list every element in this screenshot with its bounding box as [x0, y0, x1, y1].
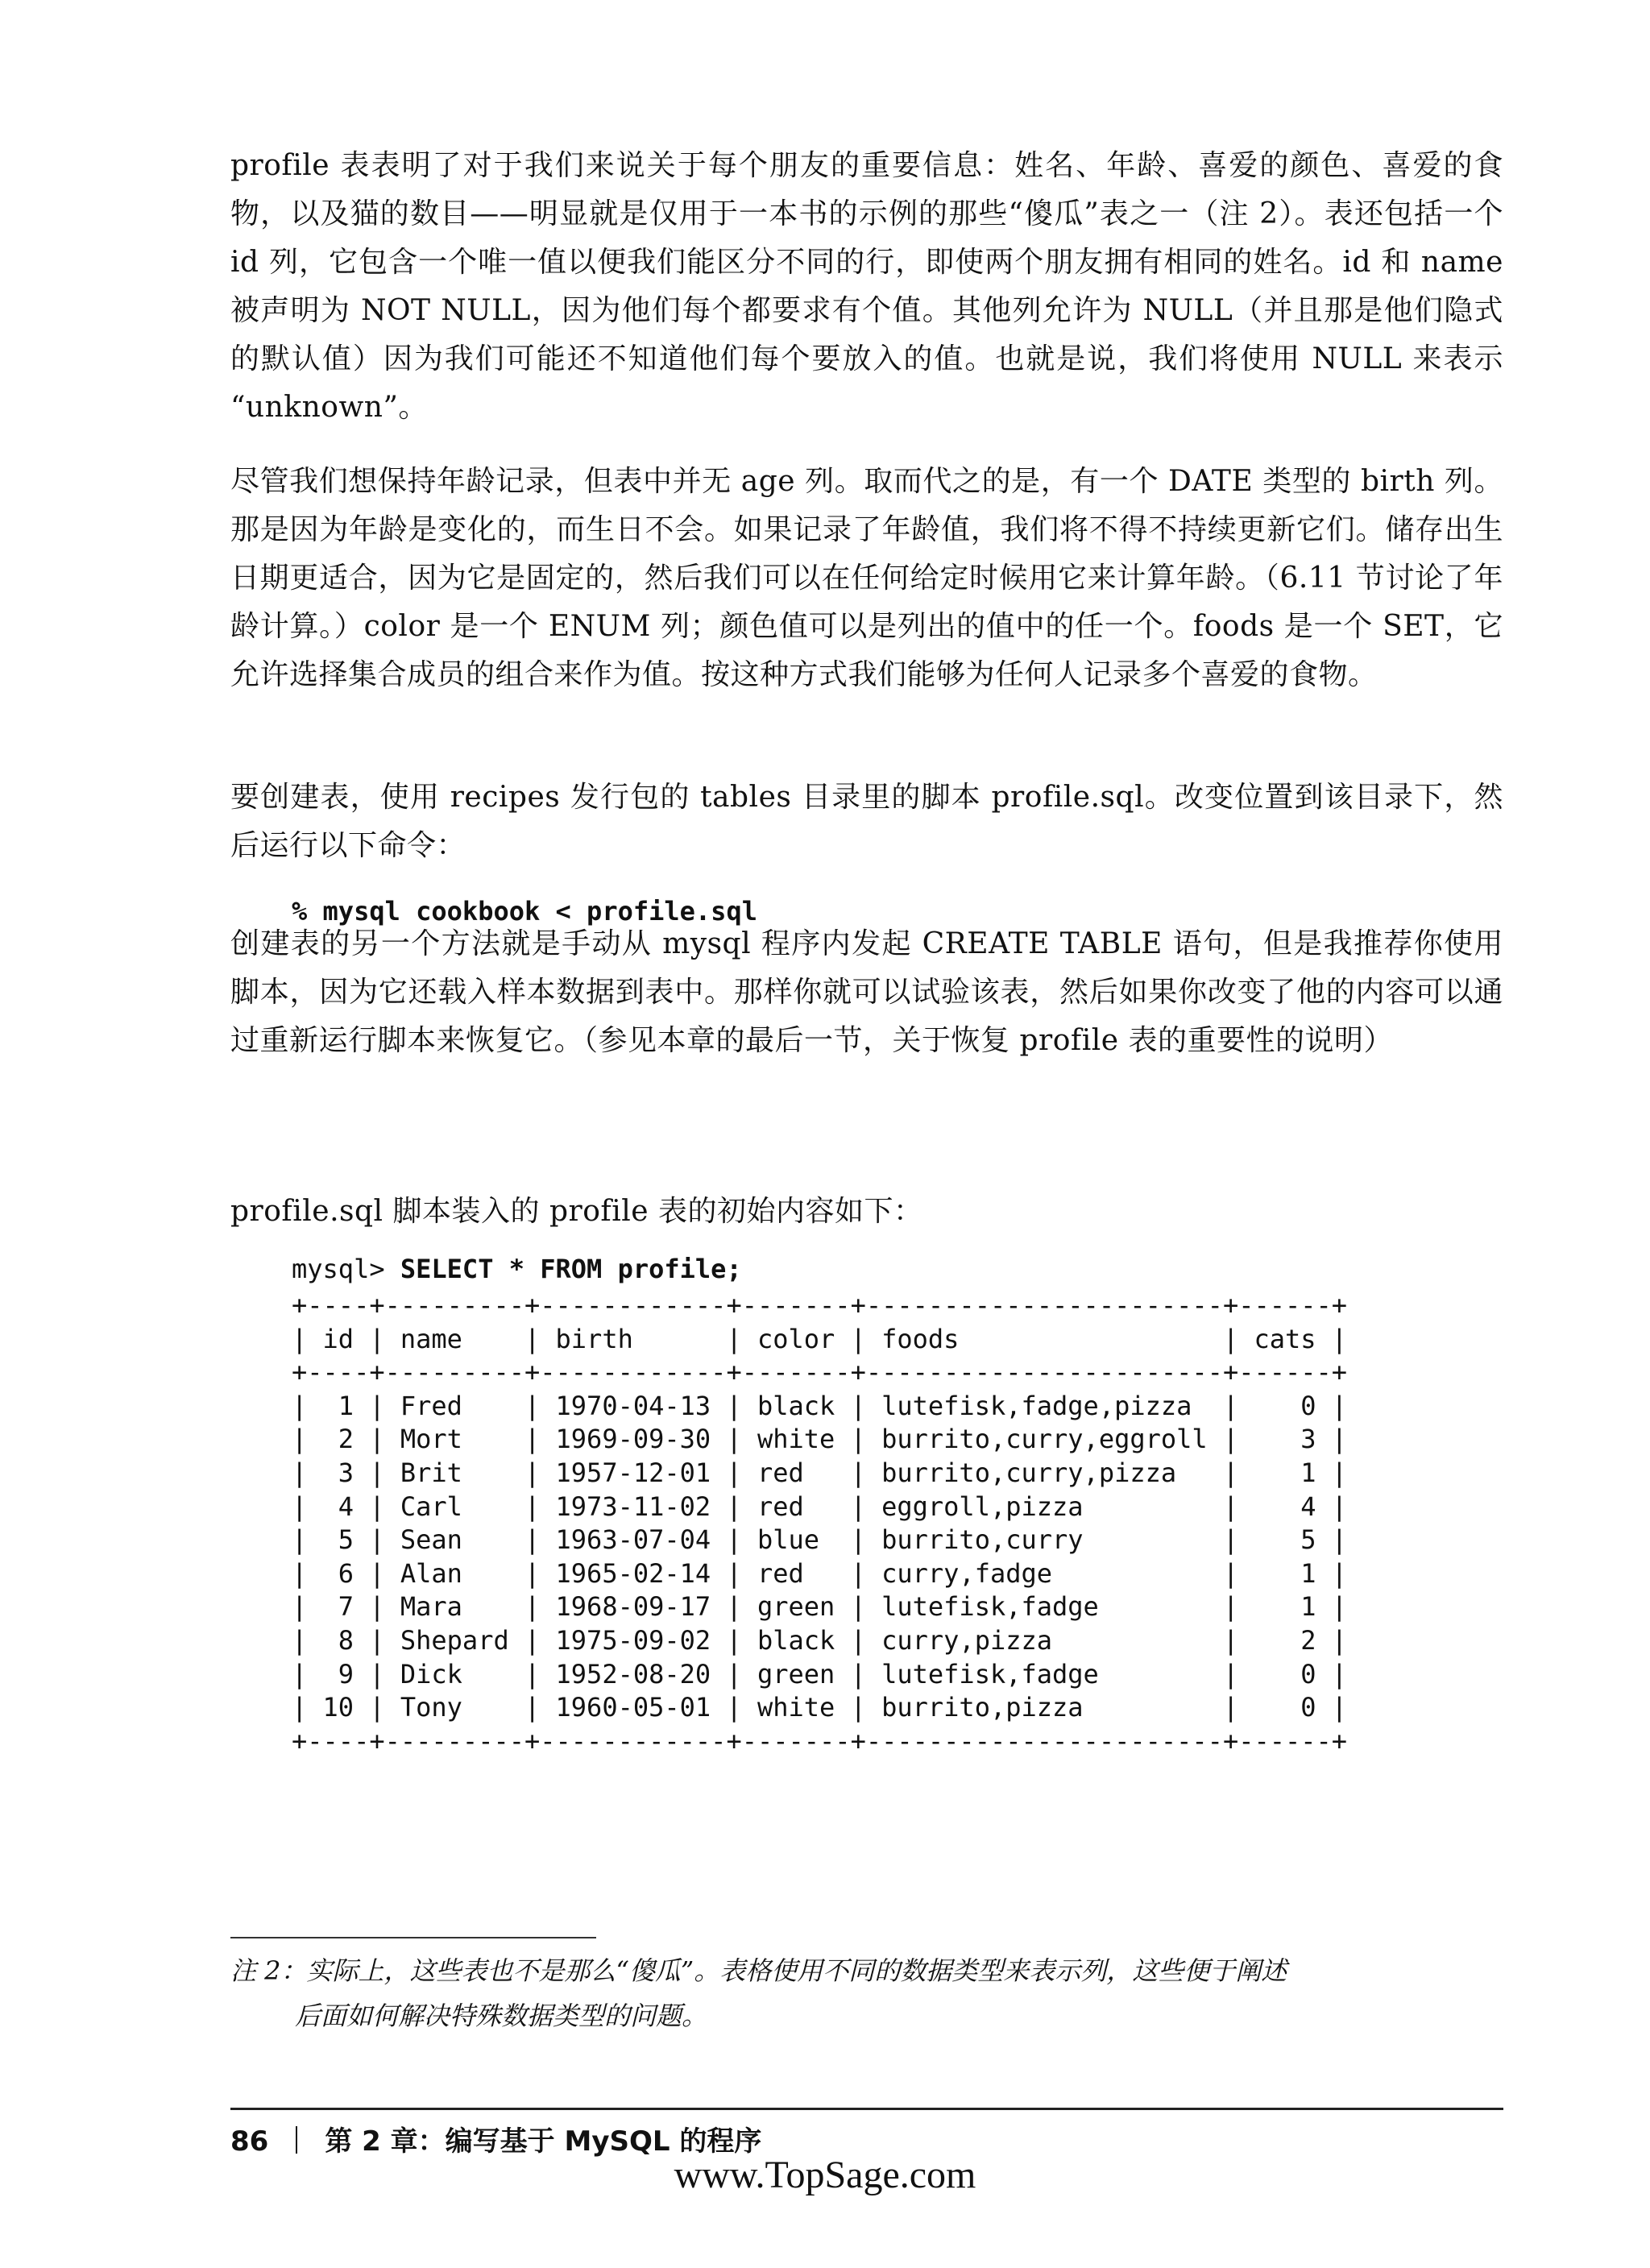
table-cell: curry,pizza [881, 1624, 1208, 1656]
footnote [230, 1948, 1503, 2038]
table-cell: burrito,curry [881, 1524, 1208, 1556]
paragraph-birth-column: 尽管我们想保持年龄记录，但表中并无 age 列。取而代之的是，有一个 DATE 类型的 birth 列。那是因为年龄是变化的，而生日不会。如果记录了年龄值，我们将不得不持续更新它们。储存出生日期更适合，因为它是固定的，然后我们可以在任何给定时候用它来计算年龄。（6.11 节讨论了年龄计算。）color 是一个 ENUM 列；颜色值可以是列出的值中的任一个。foods 是一个 SET，它允许选择集合成员的组合来作为值。按这种方式我们能够为任何人记录多个喜爱的食物。 [230, 465, 1503, 691]
table-cell: green [757, 1591, 835, 1623]
table-cell: Alan [400, 1557, 509, 1589]
table-cell: burrito,curry,eggroll [881, 1424, 1208, 1455]
table-row: | 6 | Alan | 1965-02-14 | red | curry,fadge | 1 | [292, 1557, 1348, 1589]
table-cell: 4 [322, 1491, 354, 1522]
table-cell: black [757, 1624, 835, 1656]
table-cell: 1969-09-30 [555, 1424, 711, 1455]
table-cell: red [757, 1457, 835, 1488]
table-row: | 8 | Shepard | 1975-09-02 | black | curry,pizza | 2 | [292, 1624, 1348, 1656]
table-cell: black [757, 1390, 835, 1421]
table-cell: red [757, 1491, 835, 1522]
footer-divider [230, 2108, 1503, 2110]
table-cell: 1 [322, 1390, 354, 1421]
paragraph-manual-create: 创建表的另一个方法就是手动从 mysql 程序内发起 CREATE TABLE 语句，但是我推荐你使用脚本，因为它还载入样本数据到表中。那样你就可以试验该表，然后如果你改变了他的内容可以通过重新运行脚本来恢复它。（参见本章的最后一节，关于恢复 profile 表的重要性的说明） [230, 927, 1503, 1057]
table-row: | 10 | Tony | 1960-05-01 | white | burrito,pizza | 0 | [292, 1692, 1348, 1723]
table-cell: red [757, 1557, 835, 1589]
table-cell: Shepard [400, 1624, 509, 1656]
table-cell: Brit [400, 1457, 509, 1488]
table-cell: 3 [322, 1457, 354, 1488]
table-cell: 0 [1254, 1390, 1316, 1421]
table-header-row: | id | name | birth | color | foods | cats | [292, 1323, 1348, 1354]
table-border: +----+---------+------------+-------+-----------------------+------+ [292, 1357, 1348, 1388]
table-cell: Mara [400, 1591, 509, 1623]
table-cell: lutefisk,fadge [881, 1658, 1208, 1690]
table-cell: Dick [400, 1658, 509, 1690]
table-cell: 1 [1254, 1591, 1316, 1623]
table-cell: 1975-09-02 [555, 1624, 711, 1656]
table-cell: Mort [400, 1424, 509, 1455]
watermark: www.TopSage.com [674, 2154, 976, 2196]
table-cell: 1973-11-02 [555, 1491, 711, 1522]
column-header: cats [1254, 1323, 1316, 1354]
result-table [292, 1289, 1347, 1758]
table-cell: 1970-04-13 [555, 1390, 711, 1421]
table-cell: 1965-02-14 [555, 1557, 711, 1589]
column-header: foods [881, 1323, 1208, 1354]
table-cell: lutefisk,fadge [881, 1591, 1208, 1623]
table-cell: 2 [1254, 1624, 1316, 1656]
table-cell: green [757, 1658, 835, 1690]
table-cell: 8 [322, 1624, 354, 1656]
sql-statement: SELECT * FROM profile; [400, 1254, 742, 1284]
table-cell: Carl [400, 1491, 509, 1522]
table-row: | 4 | Carl | 1973-11-02 | red | eggroll,pizza | 4 | [292, 1491, 1348, 1522]
table-cell: white [757, 1424, 835, 1455]
table-cell: 1 [1254, 1457, 1316, 1488]
table-cell: Tony [400, 1692, 509, 1723]
table-border: +----+---------+------------+-------+-----------------------+------+ [292, 1725, 1348, 1756]
footnote-divider [230, 1937, 596, 1938]
command-line: % mysql cookbook < profile.sql [292, 896, 757, 927]
table-cell: 5 [322, 1524, 354, 1556]
table-row: | 9 | Dick | 1952-08-20 | green | lutefisk,fadge | 0 | [292, 1658, 1348, 1690]
table-cell: Fred [400, 1390, 509, 1421]
table-row: | 3 | Brit | 1957-12-01 | red | burrito,curry,pizza | 1 | [292, 1457, 1348, 1488]
table-cell: 10 [322, 1692, 354, 1723]
table-cell: 1952-08-20 [555, 1658, 711, 1690]
table-cell: 1968-09-17 [555, 1591, 711, 1623]
footnote-line-1: 实际上，这些表也不是那么“傻瓜”。表格使用不同的数据类型来表示列，这些便于阐述 [306, 1955, 1287, 1986]
column-header: color [757, 1323, 835, 1354]
table-cell: 0 [1254, 1658, 1316, 1690]
table-row: | 1 | Fred | 1970-04-13 | black | lutefisk,fadge,pizza | 0 | [292, 1390, 1348, 1421]
table-cell: 9 [322, 1658, 354, 1690]
paragraph-profile-intro: profile 表表明了对于我们来说关于每个朋友的重要信息：姓名、年龄、喜爱的颜色、喜爱的食物，以及猫的数目——明显就是仅用于一本书的示例的那些“傻瓜”表之一（注 2）。表还包括一个 id 列，它包含一个唯一值以便我们能区分不同的行，即使两个朋友拥有相同的姓名。id 和 name 被声明为 NOT NULL，因为他们每个都要求有个值。其他列允许为 NULL（并且那是他们隐式的默认值）因为我们可能还不知道他们每个要放入的值。也就是说，我们将使用 NULL 来表示 “unknown”。 [230, 149, 1503, 424]
table-cell: burrito,pizza [881, 1692, 1208, 1723]
table-cell: 0 [1254, 1692, 1316, 1723]
footer-separator [296, 2126, 297, 2154]
table-row: | 5 | Sean | 1963-07-04 | blue | burrito,curry | 5 | [292, 1524, 1348, 1556]
table-cell: 1957-12-01 [555, 1457, 711, 1488]
page-number: 86 [230, 2125, 269, 2158]
table-cell: 2 [322, 1424, 354, 1455]
table-border: +----+---------+------------+-------+-----------------------+------+ [292, 1290, 1348, 1321]
column-header: birth [555, 1323, 711, 1354]
chapter-title: 第 2 章：编写基于 MySQL 的程序 [325, 2125, 762, 2158]
table-cell: blue [757, 1524, 835, 1556]
table-row: | 7 | Mara | 1968-09-17 | green | lutefisk,fadge | 1 | [292, 1591, 1348, 1623]
table-cell: curry,fadge [881, 1557, 1208, 1589]
table-cell: 1960-05-01 [555, 1692, 711, 1723]
table-cell: 4 [1254, 1491, 1316, 1522]
table-cell: eggroll,pizza [881, 1491, 1208, 1522]
sql-prompt: mysql> [292, 1254, 400, 1284]
table-cell: burrito,curry,pizza [881, 1457, 1208, 1488]
column-header: id [322, 1323, 354, 1354]
paragraph-initial-content: profile.sql 脚本装入的 profile 表的初始内容如下： [230, 1195, 923, 1228]
column-header: name [400, 1323, 509, 1354]
table-cell: 1963-07-04 [555, 1524, 711, 1556]
table-cell: 7 [322, 1591, 354, 1623]
table-cell: 5 [1254, 1524, 1316, 1556]
sql-query [292, 1254, 742, 1284]
table-cell: Sean [400, 1524, 509, 1556]
table-cell: 3 [1254, 1424, 1316, 1455]
footnote-label: 注 2： [230, 1955, 307, 1986]
paragraph-create-table: 要创建表，使用 recipes 发行包的 tables 目录里的脚本 profile.sql。改变位置到该目录下，然后运行以下命令： [230, 781, 1503, 862]
table-cell: 6 [322, 1557, 354, 1589]
footnote-line-2: 后面如何解决特殊数据类型的问题。 [295, 2001, 708, 2031]
table-cell: 1 [1254, 1557, 1316, 1589]
table-cell: white [757, 1692, 835, 1723]
table-cell: lutefisk,fadge,pizza [881, 1390, 1208, 1421]
table-row: | 2 | Mort | 1969-09-30 | white | burrito,curry,eggroll | 3 | [292, 1424, 1348, 1455]
